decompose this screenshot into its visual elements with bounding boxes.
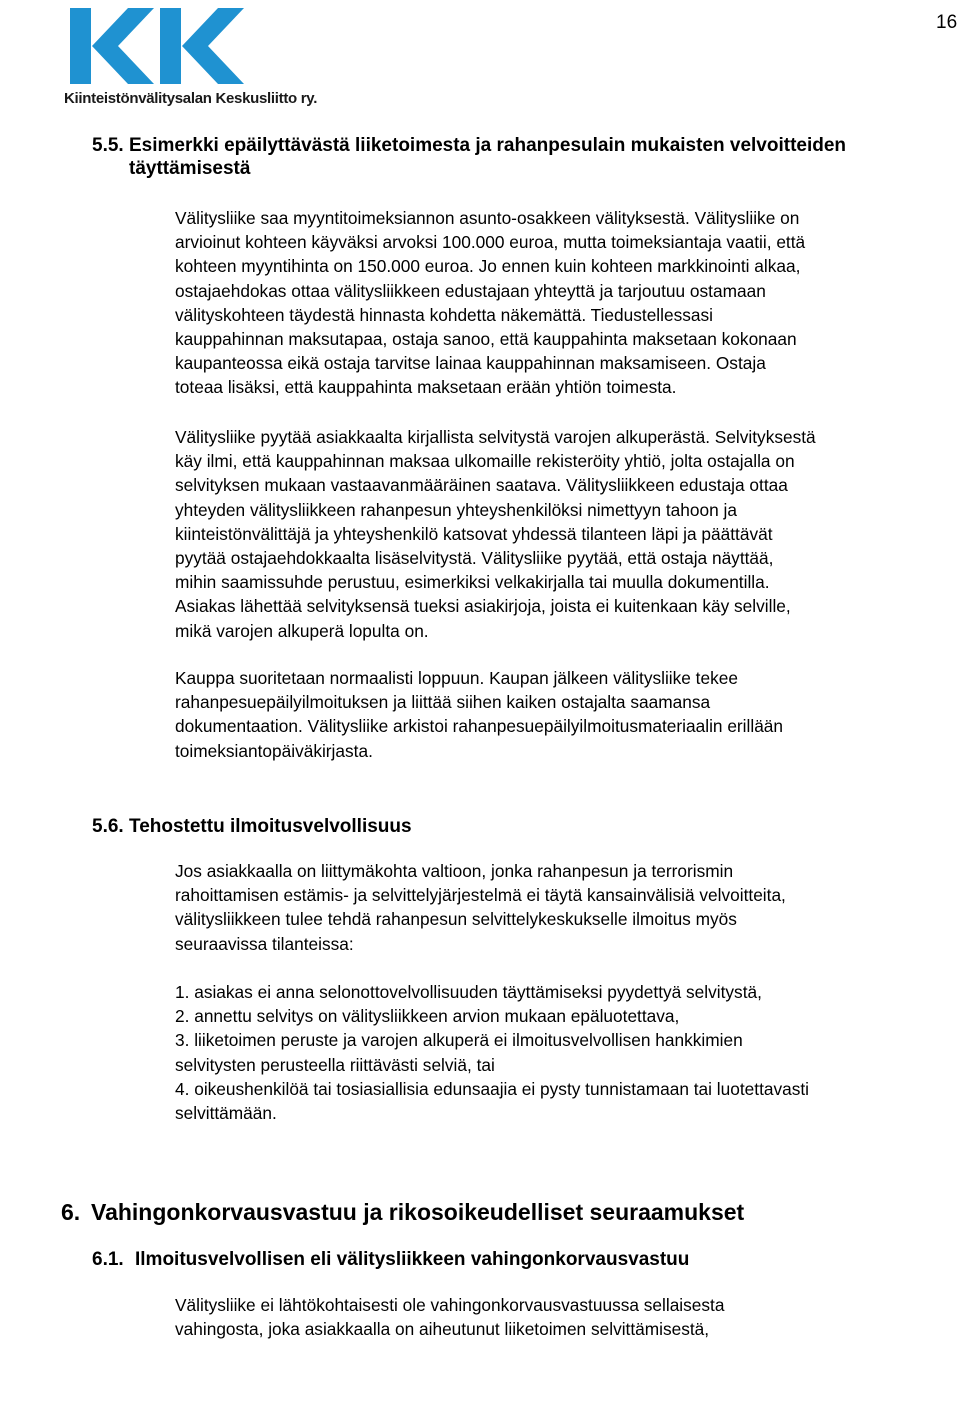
paragraph-example-3 [175,666,960,763]
heading-title: Tehostettu ilmoitusvelvollisuus [129,816,412,837]
text-line: Välitysliike ei lähtökohtaisesti ole vahingonkorvausvastuussa sellaisesta [175,1295,725,1315]
text-line: rahanpesuepäilyilmoituksen ja liittää siihen kaiken ostajalta saamansa [175,692,711,713]
heading-line: täyttämisestä [129,158,251,179]
text-line: kauppahinnan maksutapaa, ostaja sanoo, että kauppahinta maksetaan kokonaan [175,329,797,350]
section-5-6-heading [92,815,412,838]
text-line: Kauppa suoritetaan normaalisti loppuun. Kaupan jälkeen välitysliike tekee [175,668,738,688]
list-item: 1. asiakas ei anna selonottovelvollisuuden täyttämiseksi pyydettyä selvitystä, [175,982,762,1002]
text-line: mikä varojen alkuperä lopulta on. [175,620,429,641]
list-item: 2. annettu selvitys on välitysliikkeen arvion mukaan epäluotettava, [175,1006,680,1027]
text-line: Jos asiakkaalla on liittymäkohta valtioon, jonka rahanpesun ja terrorismin [175,861,734,881]
heading-title: Ilmoitusvelvollisen eli välitysliikkeen vahingonkorvausvastuu [135,1249,690,1270]
text-line: toteaa lisäksi, että kauppahinta maksetaan erään yhtiön toimesta. [175,377,677,398]
text-line: vahingosta, joka asiakkaalla on aiheutunut liiketoimen selvittämisestä, [175,1319,710,1340]
text-line: välitysliikkeen tulee tehdä rahanpesun selvittelykeskukselle ilmoitus myös [175,909,737,930]
text-line: rahoittamisen estämis- ja selvittelyjärjestelmä ei täytä kansainvälisiä velvoitteita, [175,885,786,906]
text-line: dokumentaation. Välitysliike arkistoi rahanpesuepäilyilmoitusmateriaalin erillään [175,716,784,737]
list-item: selvitysten perusteella riittävästi selviä, tai [175,1054,495,1075]
paragraph-example-2 [175,425,960,643]
list-item: selvittämään. [175,1103,277,1124]
paragraph-intro [175,859,960,956]
section-6-1-heading [92,1248,689,1271]
paragraph-liability [175,1293,960,1341]
text-line: arvioinut kohteen käyväksi arvoksi 100.000 euroa, mutta toimeksiantaja vaatii, että [175,232,806,253]
text-line: käy ilmi, että kauppahinnan maksaa ulkomaille rekisteröity yhtiö, jolta ostajalla on [175,451,795,472]
section-number: 5.5. [92,135,124,156]
text-line: kiinteistönvälittäjä ja yhteyshenkilö katsovat yhdessä tilanteen läpi ja päättävät [175,523,773,544]
text-line: Välitysliike saa myyntitoimeksiannon asunto-osakkeen välityksestä. Välitysliike on [175,208,800,228]
text-line: Asiakas lähettää selvityksensä tueksi asiakirjoja, joista ei kuitenkaan käy selville, [175,596,791,617]
text-line: välityskohteen täydestä hinnasta kohdetta näkemättä. Tiedustellessasi [175,304,713,325]
text-line: selvityksen mukaan vastaavanmääräinen saatava. Välitysliikkeen edustaja ottaa [175,475,788,496]
section-number: 5.6. [92,816,124,837]
text-line: mihin saamissuhde perustuu, esimerkiksi velkakirjalla tai muulla dokumentilla. [175,572,770,593]
paragraph-example-1 [175,206,960,400]
organization-name: Kiinteistönvälitysalan Keskusliitto ry. [64,90,318,107]
heading-title: Vahingonkorvausvastuu ja rikosoikeudelliset seuraamukset [91,1199,745,1225]
organization-logo [62,6,318,107]
heading-line: Esimerkki epäilyttävästä liiketoimesta ja rahanpesulain mukaisten velvoitteiden [129,135,847,156]
kvkl-logo-mark [68,6,268,86]
text-line: Välitysliike pyytää asiakkaalta kirjallista selvitystä varojen alkuperästä. Selvityksestä [175,427,816,447]
section-number: 6. [61,1199,81,1225]
section-5-5-heading [92,134,846,180]
list-item: 3. liiketoimen peruste ja varojen alkuperä ei ilmoitusvelvollisen hankkimien [175,1030,743,1051]
list-item: 4. oikeushenkilöä tai tosiasiallisia edunsaajia ei pysty tunnistamaan tai luotettavasti [175,1078,810,1099]
text-line: ostajaehdokas ottaa välitysliikkeen edustajaan yhteyttä ja tarjoutuu ostamaan [175,280,766,301]
section-number: 6.1. [92,1249,124,1270]
text-line: yhteyden välitysliikkeen rahanpesun yhteyshenkilöksi nimettyyn tahoon ja [175,499,737,520]
text-line: toimeksiantopäiväkirjasta. [175,740,373,761]
text-line: seuraavissa tilanteissa: [175,933,354,954]
numbered-list [175,980,960,1125]
text-line: pyytää ostajaehdokkaalta lisäselvitystä. Välitysliike pyytää, että ostaja näyttää, [175,548,774,569]
section-6-heading [61,1198,744,1226]
page-number: 16 [936,12,958,33]
text-line: kohteen myyntihinta on 150.000 euroa. Jo ennen kuin kohteen markkinointi alkaa, [175,256,801,277]
text-line: kaupanteossa eikä ostaja tarvitse lainaa kauppahinnan maksamiseen. Ostaja [175,353,766,374]
